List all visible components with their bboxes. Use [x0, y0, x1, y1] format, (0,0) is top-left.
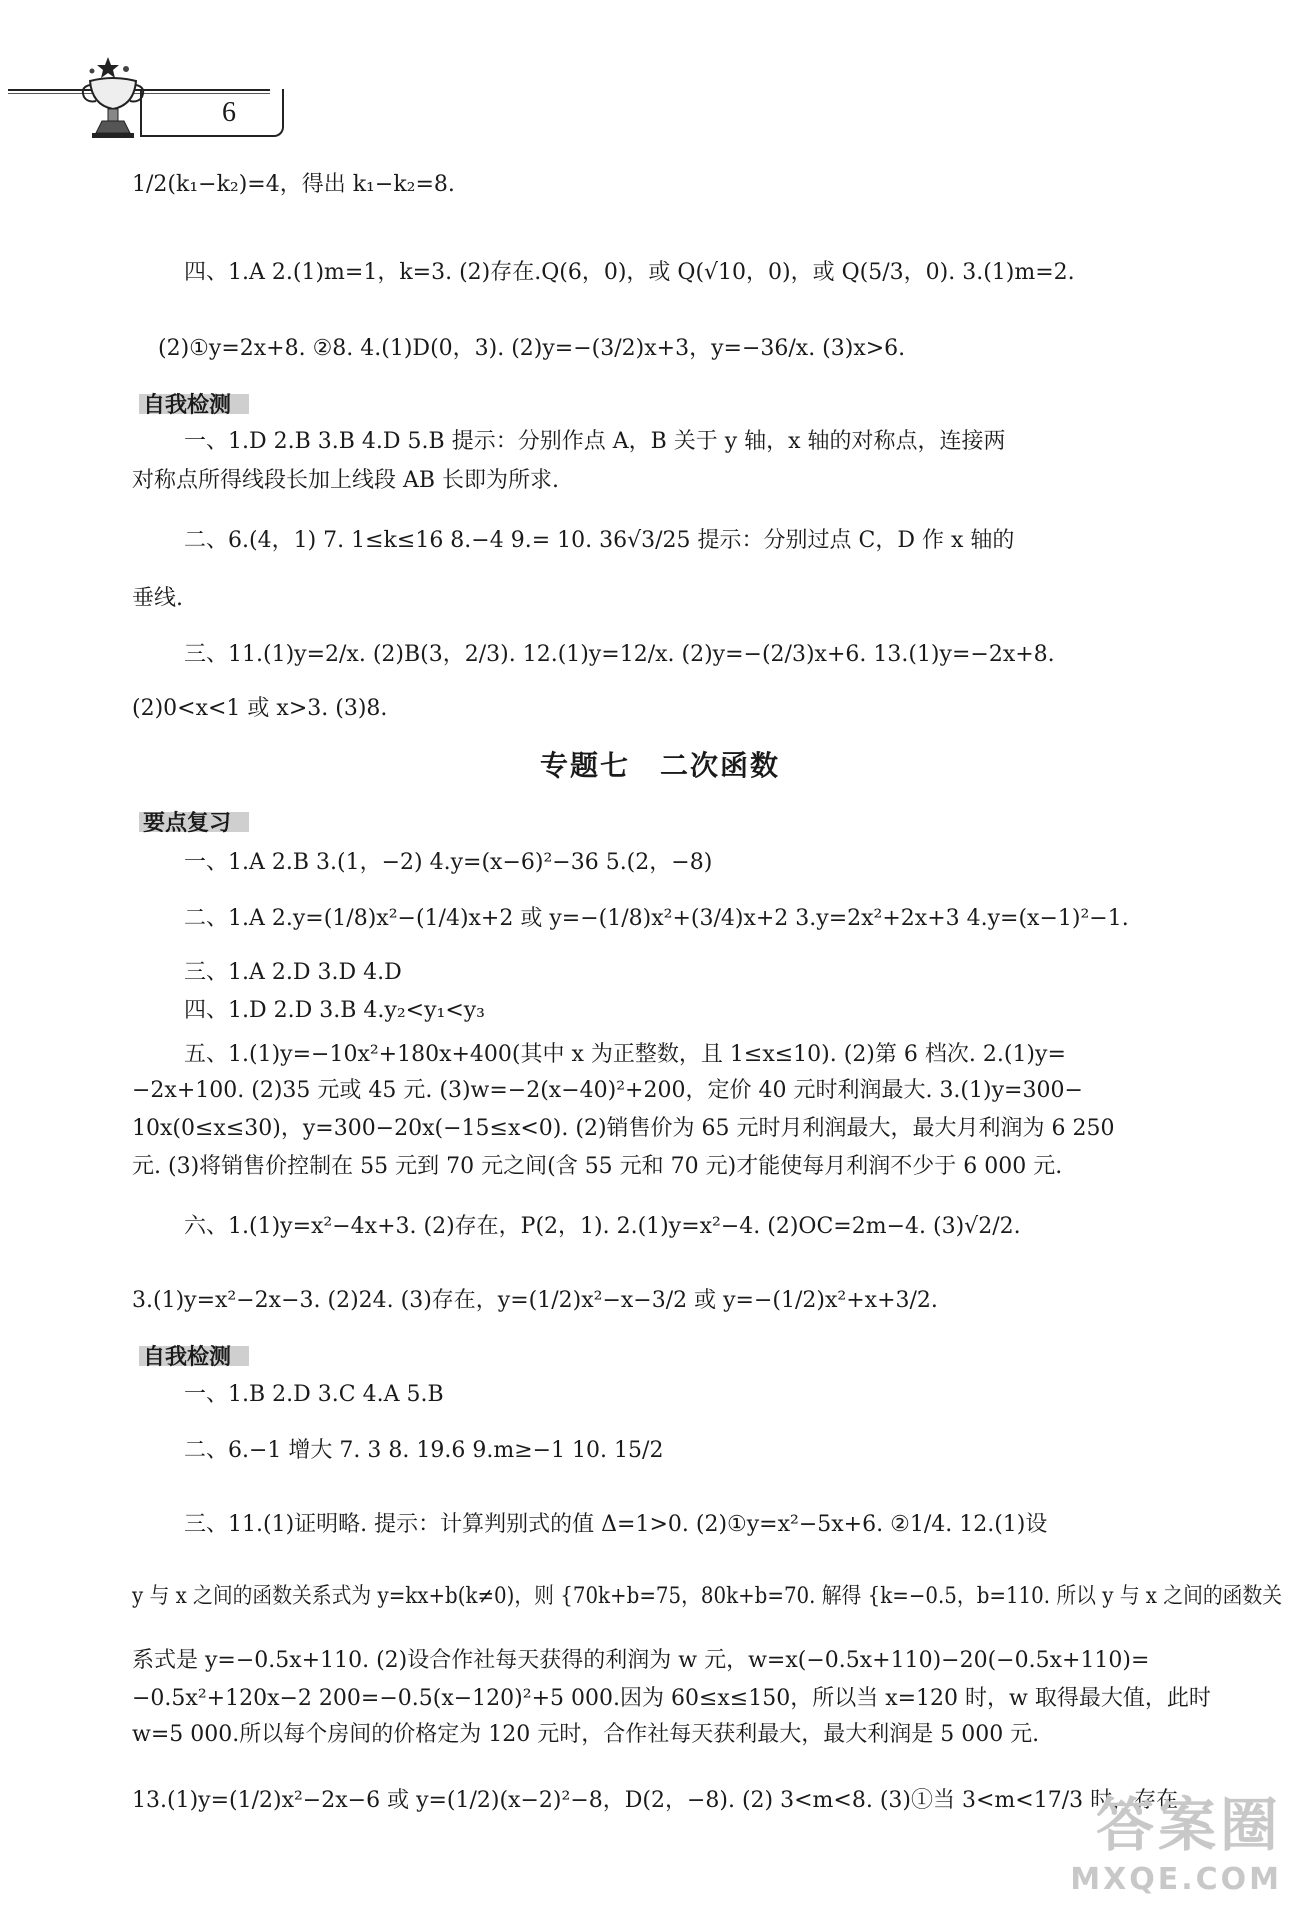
text-line: 一、1.B 2.D 3.C 4.A 5.B: [184, 1382, 444, 1407]
text-line: 系式是 y=−0.5x+110. (2)设合作社每天获得的利润为 w 元，w=x(−0.5x+110)−20(−0.5x+110)=: [132, 1648, 1150, 1673]
text-line: 1/2(k₁−k₂)=4，得出 k₁−k₂=8.: [132, 172, 455, 197]
text-line: (2)①y=2x+8. ②8. 4.(1)D(0，3). (2)y=−(3/2)x+3，y=−36/x. (3)x>6.: [158, 336, 906, 361]
section-heading: 自我检测: [143, 1340, 231, 1371]
text-line: 元. (3)将销售价控制在 55 元到 70 元之间(含 55 元和 70 元)才能使每月利润不少于 6 000 元.: [132, 1154, 1063, 1179]
text-line: 3.(1)y=x²−2x−3. (2)24. (3)存在，y=(1/2)x²−x−3/2 或 y=−(1/2)x²+x+3/2.: [132, 1288, 938, 1313]
text-line: 对称点所得线段长加上线段 AB 长即为所求.: [132, 468, 560, 493]
trophy-icon: [78, 55, 148, 139]
text-line: 13.(1)y=(1/2)x²−2x−6 或 y=(1/2)(x−2)²−8，D(2，−8). (2) 3<m<8. (3)①当 3<m<17/3 时，存在: [132, 1788, 1179, 1813]
section-heading: 自我检测: [143, 388, 231, 419]
chapter-title: 专题七 二次函数: [540, 749, 781, 782]
text-line: w=5 000.所以每个房间的价格定为 120 元时，合作社每天获利最大，最大利润是 5 000 元.: [132, 1722, 1040, 1747]
text-line: −0.5x²+120x−2 200=−0.5(x−120)²+5 000.因为 60≤x≤150，所以当 x=120 时，w 取得最大值，此时: [132, 1686, 1211, 1711]
text-line: 三、11.(1)y=2/x. (2)B(3，2/3). 12.(1)y=12/x. (2)y=−(2/3)x+6. 13.(1)y=−2x+8.: [184, 642, 1055, 667]
text-line: 四、1.D 2.D 3.B 4.y₂<y₁<y₃: [184, 998, 485, 1023]
text-line: 10x(0≤x≤30)，y=300−20x(−15≤x<0). (2)销售价为 65 元时月利润最大，最大月利润为 6 250: [132, 1116, 1115, 1141]
text-line: 一、1.D 2.B 3.B 4.D 5.B 提示：分别作点 A，B 关于 y 轴，x 轴的对称点，连接两: [184, 429, 1006, 454]
text-line: −2x+100. (2)35 元或 45 元. (3)w=−2(x−40)²+200，定价 40 元时利润最大. 3.(1)y=300−: [132, 1078, 1083, 1103]
text-line: 三、11.(1)证明略. 提示：计算判别式的值 Δ=1>0. (2)①y=x²−5x+6. ②1/4. 12.(1)设: [184, 1512, 1048, 1537]
text-line: 二、6.−1 增大 7. 3 8. 19.6 9.m≥−1 10. 15/2: [184, 1438, 664, 1463]
watermark: 答案圈 MXQE.COM: [1070, 1791, 1282, 1897]
page-number: 6: [222, 97, 236, 128]
text-line: 六、1.(1)y=x²−4x+3. (2)存在，P(2，1). 2.(1)y=x²−4. (2)OC=2m−4. (3)√2/2.: [184, 1214, 1021, 1239]
text-line: 四、1.A 2.(1)m=1，k=3. (2)存在.Q(6，0)，或 Q(√10，0)，或 Q(5/3，0). 3.(1)m=2.: [184, 260, 1075, 285]
text-line: y 与 x 之间的函数关系式为 y=kx+b(k≠0)，则 {70k+b=75，80k+b=70. 解得 {k=−0.5，b=110. 所以 y 与 x 之间的函数关: [132, 1584, 1283, 1609]
text-line: (2)0<x<1 或 x>3. (3)8.: [132, 696, 388, 721]
text-line: 三、1.A 2.D 3.D 4.D: [184, 960, 402, 985]
text-line: 五、1.(1)y=−10x²+180x+400(其中 x 为正整数，且 1≤x≤10). (2)第 6 档次. 2.(1)y=: [184, 1042, 1066, 1067]
text-line: 垂线.: [132, 586, 183, 611]
page-header: [0, 55, 290, 140]
section-heading: 要点复习: [143, 806, 231, 837]
text-line: 一、1.A 2.B 3.(1，−2) 4.y=(x−6)²−36 5.(2，−8): [184, 850, 713, 875]
text-line: 二、1.A 2.y=(1/8)x²−(1/4)x+2 或 y=−(1/8)x²+(3/4)x+2 3.y=2x²+2x+3 4.y=(x−1)²−1.: [184, 906, 1129, 931]
text-line: 二、6.(4，1) 7. 1≤k≤16 8.−4 9.= 10. 36√3/25 提示：分别过点 C，D 作 x 轴的: [184, 528, 1015, 553]
page-number-tab: [140, 89, 284, 137]
